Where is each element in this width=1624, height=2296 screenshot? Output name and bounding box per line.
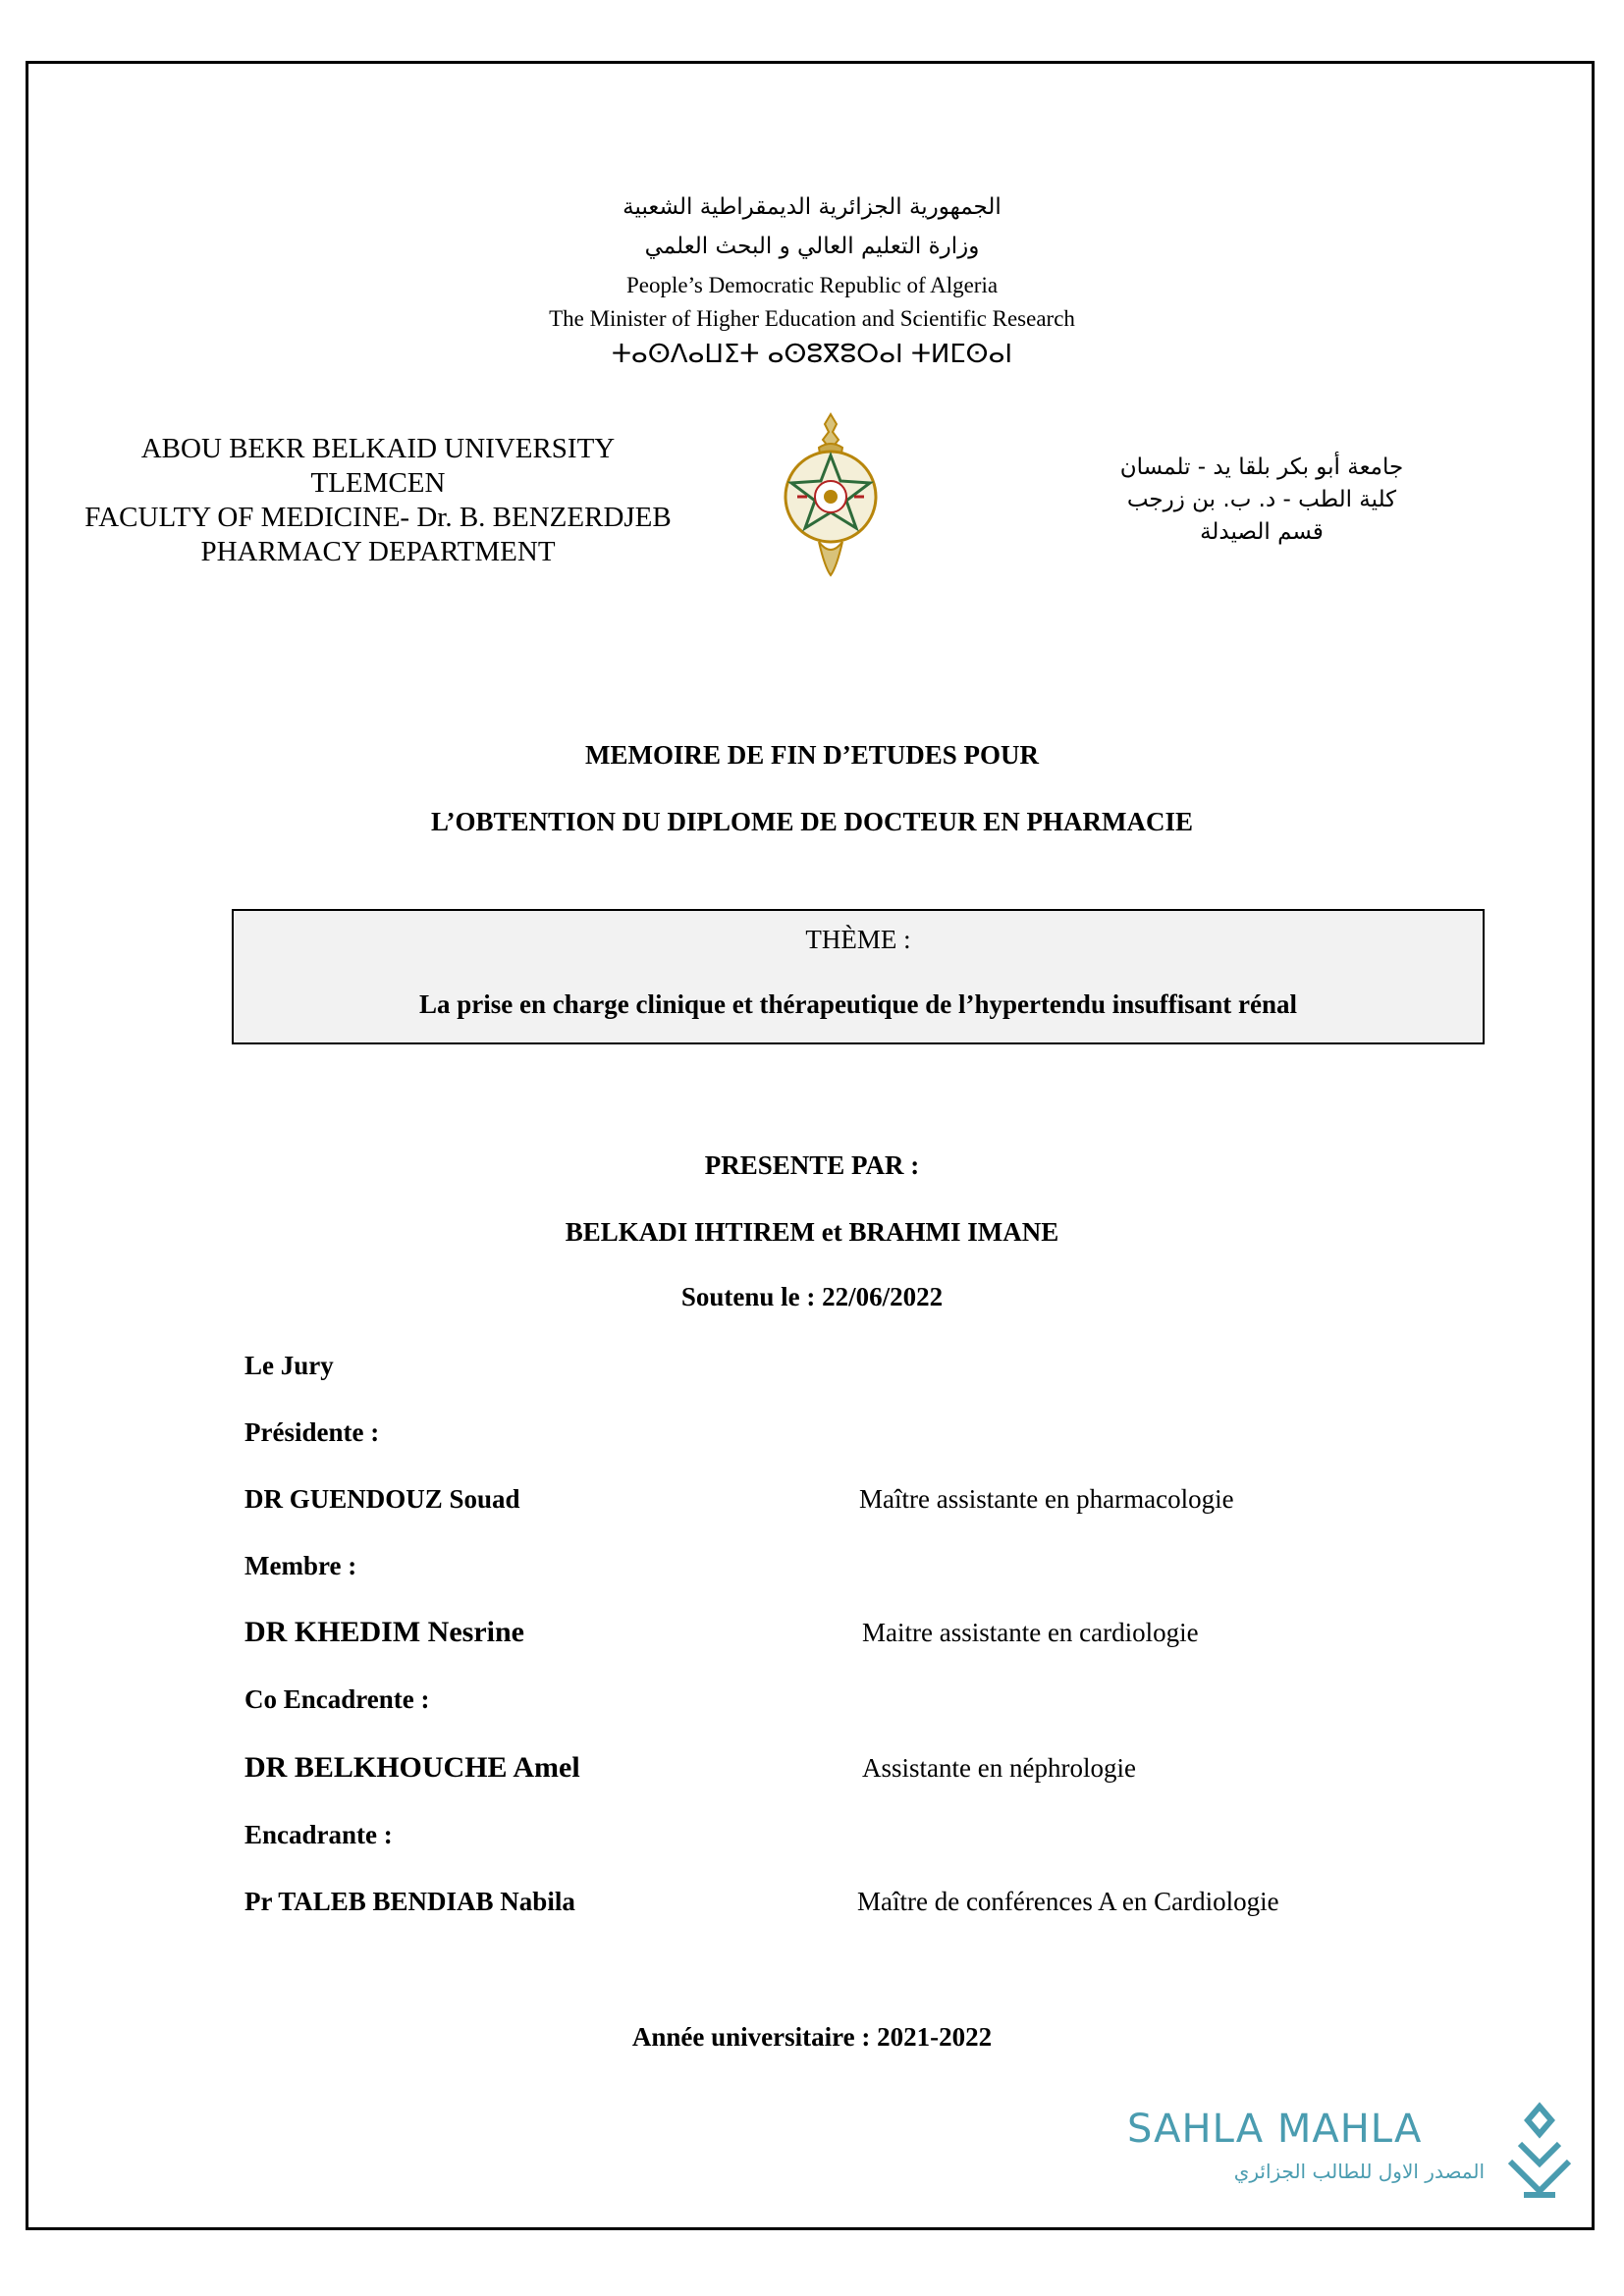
encadrante-name: Pr TALEB BENDIAB Nabila [244, 1887, 575, 1916]
university-left-line: TLEMCEN [310, 467, 446, 499]
university-left-line: FACULTY OF MEDICINE- Dr. B. BENZERDJEB [84, 502, 672, 533]
header-ar-republic: الجمهورية الجزائرية الديمقراطية الشعبية [623, 194, 1001, 220]
watermark-logo-icon [1490, 2101, 1589, 2209]
authors: BELKADI IHTIREM et BRAHMI IMANE [565, 1217, 1059, 1247]
memoire-line-2: L’OBTENTION DU DIPLOME DE DOCTEUR EN PHARMACIE [430, 807, 1194, 836]
university-right-line: جامعة أبو بكر بلقا يد - تلمسان [1119, 454, 1404, 480]
coencadrente-label: Co Encadrente : [244, 1684, 430, 1714]
theme-title: La prise en charge clinique et thérapeutique de l’hypertendu insuffisant rénal [418, 989, 1297, 1019]
sahla-mahla-watermark [1127, 2101, 1589, 2209]
jury-heading: Le Jury [244, 1351, 334, 1380]
theme-label: THÈME : [805, 925, 911, 954]
encadrante-label: Encadrante : [244, 1820, 393, 1849]
university-right [1090, 452, 1434, 549]
watermark-title: SAHLA MAHLA [1127, 2107, 1423, 2152]
presidente-label: Présidente : [244, 1417, 380, 1447]
annee-universitaire: Année universitaire : 2021-2022 [631, 2022, 993, 2052]
university-left-line: PHARMACY DEPARTMENT [200, 536, 556, 567]
membre-role: Maitre assistante en cardiologie [862, 1618, 1199, 1647]
header-tifinagh: ⵜⴰⵙⴷⴰⵡⵉⵜ ⴰⵙⵓⴳⵓⵔⴰⵏ ⵜⵍⵎⵙⴰⵏ [611, 340, 1013, 369]
encadrante-role: Maître de conférences A en Cardiologie [857, 1887, 1279, 1916]
header-ar-ministry: وزارة التعليم العالي و البحث العلمي [644, 234, 980, 259]
university-left-line: ABOU BEKR BELKAID UNIVERSITY [140, 433, 616, 464]
membre-name: DR KHEDIM Nesrine [244, 1616, 524, 1648]
memoire-line-1: MEMOIRE DE FIN D’ETUDES POUR [584, 740, 1040, 770]
university-left [54, 432, 702, 569]
watermark-subtitle: المصدر الاول للطالب الجزائري [1233, 2160, 1485, 2183]
coencadrente-name: DR BELKHOUCHE Amel [244, 1751, 580, 1784]
coencadrente-role: Assistante en néphrologie [862, 1753, 1136, 1783]
theme-box [232, 909, 1485, 1044]
university-right-line: كلية الطب - د. ب. بن زرجب [1126, 487, 1397, 512]
header-en-ministry: The Minister of Higher Education and Scientific Research [549, 306, 1075, 331]
presidente-name: DR GUENDOUZ Souad [244, 1484, 520, 1514]
soutenu-date: Soutenu le : 22/06/2022 [680, 1282, 944, 1311]
membre-label: Membre : [244, 1551, 357, 1580]
header-en-republic: People’s Democratic Republic of Algeria [625, 273, 999, 297]
university-right-line: قسم الصيدلة [1200, 519, 1324, 545]
presente-par-label: PRESENTE PAR : [704, 1150, 920, 1180]
presidente-role: Maître assistante en pharmacologie [859, 1484, 1234, 1514]
university-logo [776, 410, 886, 579]
